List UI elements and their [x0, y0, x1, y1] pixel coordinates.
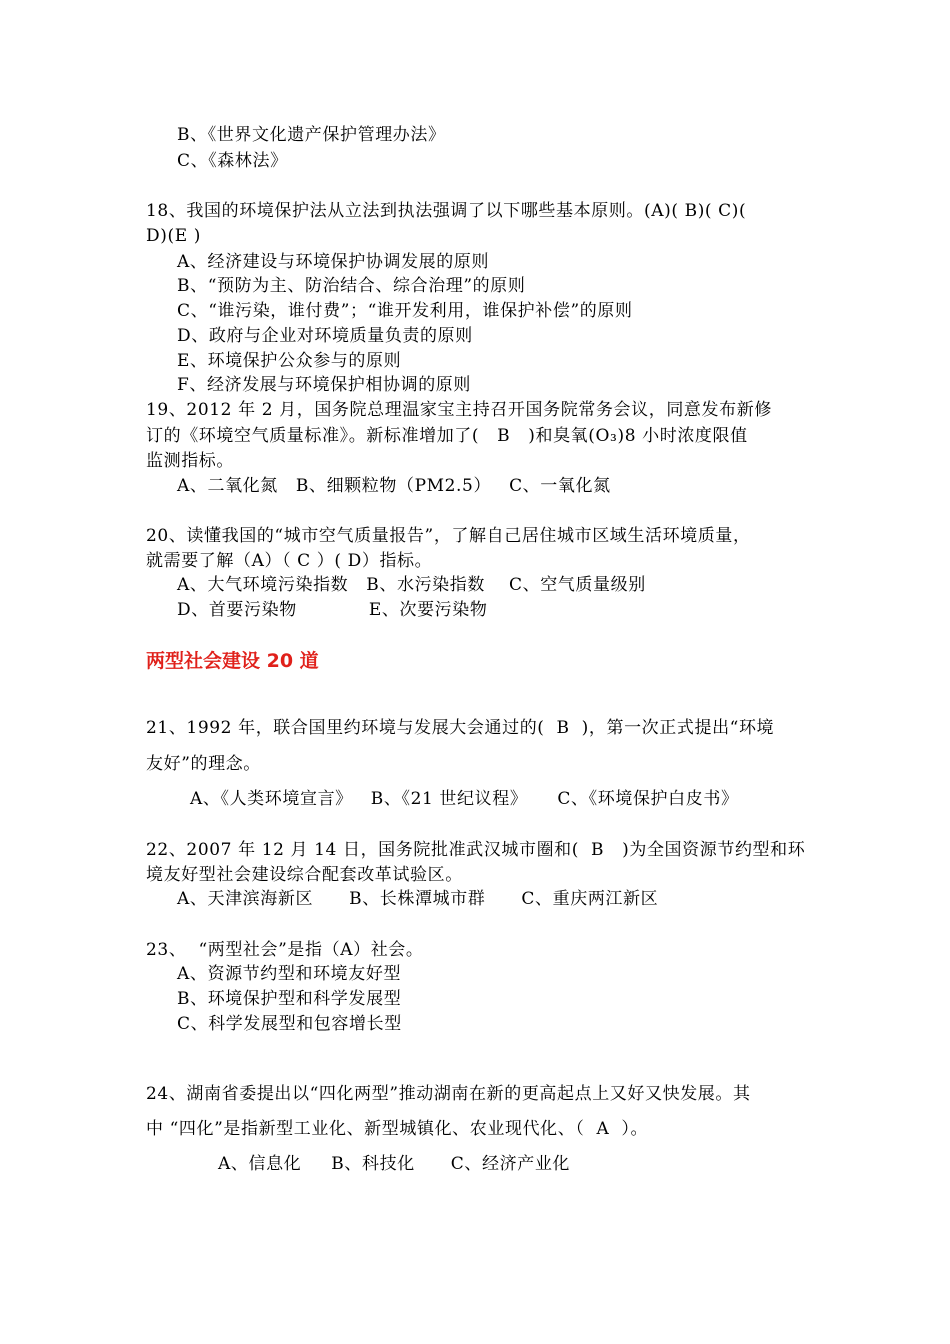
section-heading: 两型社会建设 20 道	[146, 650, 319, 672]
q18-stem-line1: 18、我国的环境保护法从立法到执法强调了以下哪些基本原则。(A)( B)( C)(	[146, 201, 747, 221]
q24-stem-line1: 24、湖南省委提出以“四化两型”推动湖南在新的更高起点上又好又快发展。其	[146, 1084, 751, 1104]
q19-stem-line3: 监测指标。	[146, 451, 234, 471]
q20-options-row2: D、首要污染物 E、次要污染物	[177, 600, 488, 620]
q18-option-a: A、经济建设与环境保护协调发展的原则	[177, 252, 490, 272]
q20-stem-line1: 20、读懂我国的“城市空气质量报告”，了解自己居住城市区域生活环境质量，	[146, 526, 751, 546]
q22-stem-line1: 22、2007 年 12 月 14 日，国务院批准武汉城市圈和( B )为全国资源节约型和环	[146, 840, 806, 860]
q23-stem: 23、 “两型社会”是指（A）社会。	[146, 940, 424, 960]
q24-options: A、信息化 B、科技化 C、经济产业化	[218, 1154, 571, 1174]
q19-stem-line2: 订的《环境空气质量标准》。新标准增加了( B )和臭氧(O₃)8 小时浓度限值	[146, 426, 748, 446]
q19-options: A、二氧化氮 B、细颗粒物（PM2.5） C、一氧化氮	[177, 476, 611, 496]
q20-options-row1: A、大气环境污染指数 B、水污染指数 C、空气质量级别	[177, 575, 646, 595]
q18-option-d: D、政府与企业对环境质量负责的原则	[177, 326, 473, 346]
q18-stem-line2: D)(E )	[146, 226, 201, 246]
q18-option-f: F、经济发展与环境保护相协调的原则	[177, 375, 471, 395]
q18-option-c: C、“谁污染，谁付费”；“谁开发利用，谁保护补偿”的原则	[177, 301, 633, 321]
q22-options: A、天津滨海新区 B、长株潭城市群 C、重庆两江新区	[177, 889, 659, 909]
q23-option-b: B、环境保护型和科学发展型	[177, 989, 402, 1009]
q17-option-b: B、《世界文化遗产保护管理办法》	[177, 125, 446, 145]
q21-options: A、《人类环境宣言》 B、《21 世纪议程》 C、《环境保护白皮书》	[190, 789, 739, 809]
q23-option-a: A、资源节约型和环境友好型	[177, 964, 402, 984]
q23-option-c: C、科学发展型和包容增长型	[177, 1014, 402, 1034]
q17-option-c: C、《森林法》	[177, 151, 288, 171]
q21-stem-line2: 友好”的理念。	[146, 754, 261, 774]
q21-stem-line1: 21、1992 年，联合国里约环境与发展大会通过的( B )，第一次正式提出“环境	[146, 718, 775, 738]
q18-option-e: E、环境保护公众参与的原则	[177, 351, 402, 371]
q24-stem-line2: 中 “四化”是指新型工业化、新型城镇化、农业现代化、（ A ）。	[146, 1119, 649, 1139]
q22-stem-line2: 境友好型社会建设综合配套改革试验区。	[146, 865, 463, 885]
q19-stem-line1: 19、2012 年 2 月，国务院总理温家宝主持召开国务院常务会议，同意发布新修	[146, 400, 772, 420]
q18-option-b: B、“预防为主、防治结合、综合治理”的原则	[177, 276, 526, 296]
q20-stem-line2: 就需要了解（A）（ C ）( D）指标。	[146, 551, 433, 571]
